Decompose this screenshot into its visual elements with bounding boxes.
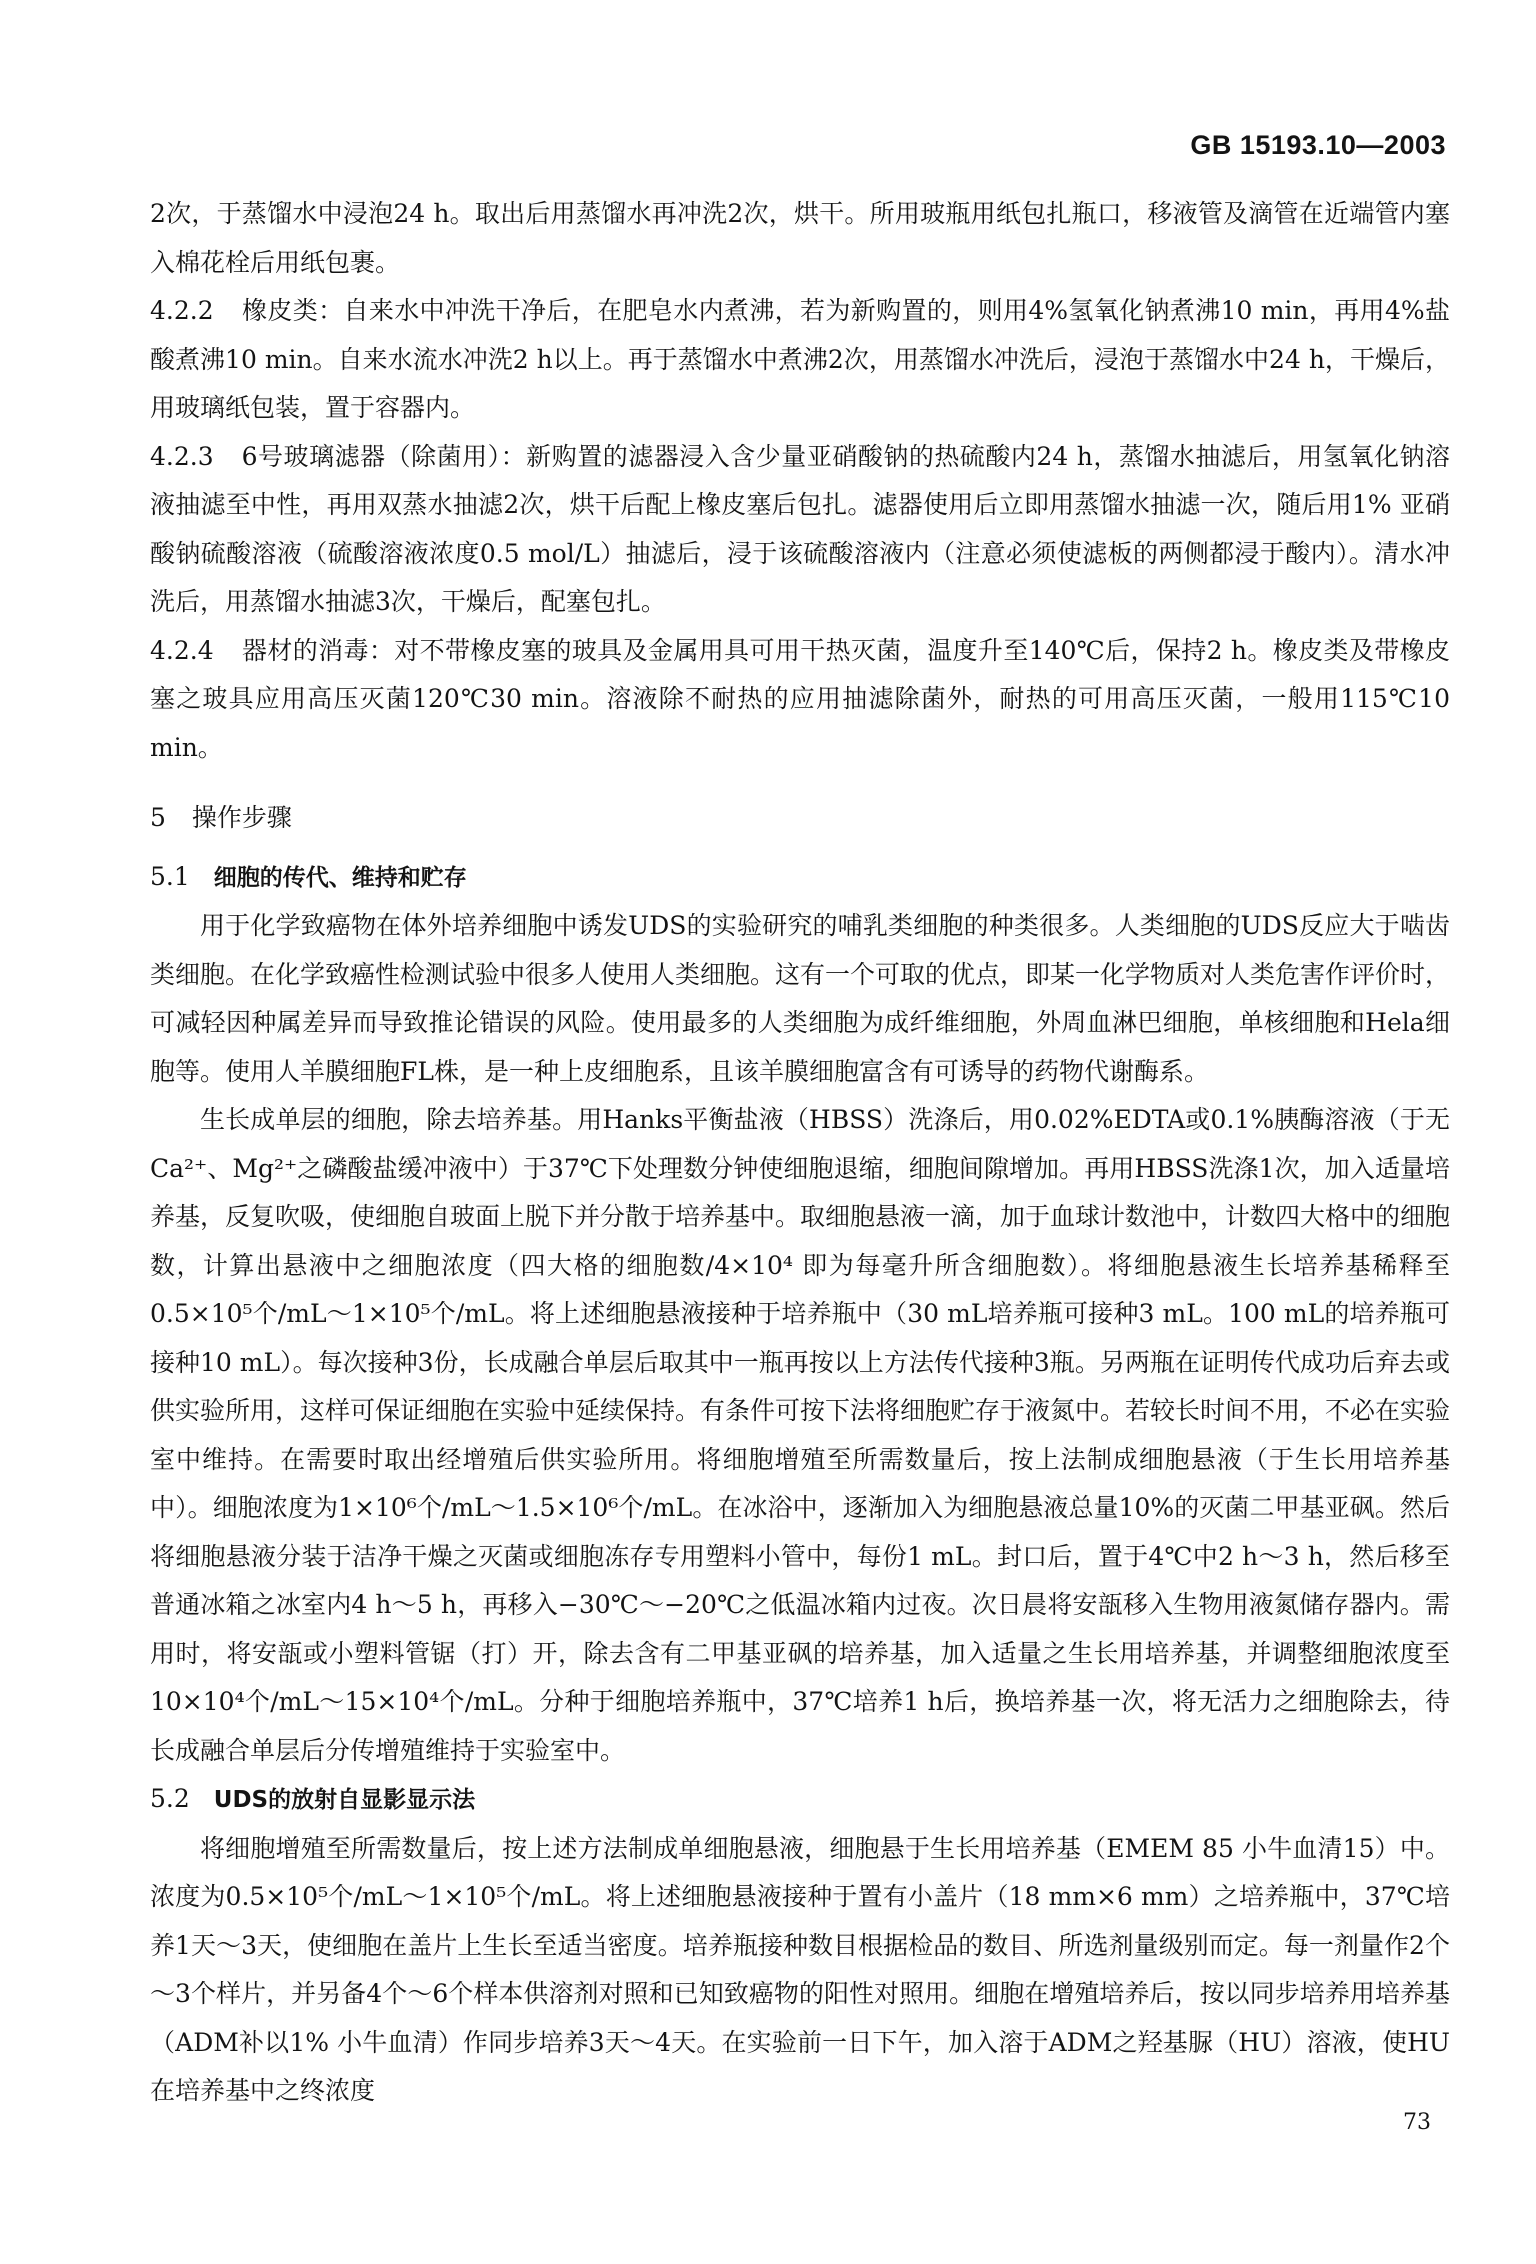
subsection-number: 5.2 bbox=[150, 1784, 190, 1813]
clause-4-2-4 bbox=[150, 627, 1450, 773]
subsection-title: UDS的放射自显影显示法 bbox=[213, 1787, 476, 1813]
section-heading bbox=[150, 794, 1450, 843]
paragraph: 将细胞增殖至所需数量后，按上述方法制成单细胞悬液，细胞悬于生长用培养基（EMEM 85 小牛血清15）中。浓度为0.5×10⁵个/mL～1×10⁵个/mL。将上述细胞悬液接种于置有小盖片（18 mm×6 mm）之培养瓶中，37℃培养1天～3天，使细胞在盖片上生长至适当密度。培养瓶接种数目根据检品的数目、所选剂量级别而定。每一剂量作2个～3个样片，并另备4个～6个样本供溶剂对照和已知致癌物的阳性对照用。细胞在增殖培养后，按以同步培养用培养基（ADM补以1% 小牛血清）作同步培养3天～4天。在实验前一日下午，加入溶于ADM之羟基脲（HU）溶液，使HU在培养基中之终浓度 bbox=[150, 1833, 1450, 2105]
paragraph: 用于化学致癌物在体外培养细胞中诱发UDS的实验研究的哺乳类细胞的种类很多。人类细胞的UDS反应大于啮齿类细胞。在化学致癌性检测试验中很多人使用人类细胞。这有一个可取的优点，即某一化学物质对人类危害作评价时，可减轻因种属差异而导致推论错误的风险。使用最多的人类细胞为成纤维细胞，外周血淋巴细胞，单核细胞和Hela细胞等。使用人羊膜细胞FL株，是一种上皮细胞系，且该羊膜细胞富含有可诱导的药物代谢酶系。 bbox=[150, 911, 1451, 1086]
clause-4-2-2 bbox=[150, 287, 1450, 433]
clause-text: 橡皮类：自来水中冲洗干净后，在肥皂水内煮沸，若为新购置的，则用4%氢氧化钠煮沸10 min，再用4%盐酸煮沸10 min。自来水流水冲洗2 h以上。再于蒸馏水中煮沸2次，用蒸馏水冲洗后，浸泡于蒸馏水中24 h，干燥后，用玻璃纸包装，置于容器内。 bbox=[150, 296, 1450, 422]
subsection-heading-5-1 bbox=[150, 853, 1450, 903]
body-text bbox=[150, 190, 1450, 2116]
subsection-title: 细胞的传代、维持和贮存 bbox=[213, 864, 467, 891]
subsection-number: 5.1 bbox=[150, 861, 190, 891]
clause-number: 4.2.4 bbox=[150, 635, 214, 665]
section-number: 5 bbox=[150, 803, 166, 832]
section-title: 操作步骤 bbox=[191, 803, 292, 832]
clause-number: 4.2.2 bbox=[150, 296, 214, 325]
page-number: 73 bbox=[1403, 2110, 1431, 2135]
paragraph: 2次，于蒸馏水中浸泡24 h。取出后用蒸馏水再冲洗2次，烘干。所用玻瓶用纸包扎瓶口，移液管及滴管在近端管内塞入棉花栓后用纸包裹。 bbox=[150, 199, 1450, 277]
clause-text: 6号玻璃滤器（除菌用）：新购置的滤器浸入含少量亚硝酸钠的热硫酸内24 h，蒸馏水抽滤后，用氢氧化钠溶液抽滤至中性，再用双蒸水抽滤2次，烘干后配上橡皮塞后包扎。滤器使用后立即用蒸馏水抽滤一次，随后用1% 亚硝酸钠硫酸溶液（硫酸溶液浓度0.5 mol/L）抽滤后，浸于该硫酸溶液内（注意必须使滤板的两侧都浸于酸内）。清水冲洗后，用蒸馏水抽滤3次，干燥后，配塞包扎。 bbox=[150, 441, 1450, 616]
clause-4-2-3 bbox=[150, 433, 1450, 627]
paragraph: 生长成单层的细胞，除去培养基。用Hanks平衡盐液（HBSS）洗涤后，用0.02%EDTA或0.1%胰酶溶液（于无Ca²⁺、Mg²⁺之磷酸盐缓冲液中）于37℃下处理数分钟使细胞退缩，细胞间隙增加。再用HBSS洗涤1次，加入适量培养基，反复吹吸，使细胞自玻面上脱下并分散于培养基中。取细胞悬液一滴，加于血球计数池中，计数四大格中的细胞数，计算出悬液中之细胞浓度（四大格的细胞数/4×10⁴ 即为每毫升所含细胞数）。将细胞悬液生长培养基稀释至0.5×10⁵个/mL～1×10⁵个/mL。将上述细胞悬液接种于培养瓶中（30 mL培养瓶可接种3 mL。100 mL的培养瓶可接种10 mL）。每次接种3份，长成融合单层后取其中一瓶再按以上方法传代接种3瓶。另两瓶在证明传代成功后弃去或供实验所用，这样可保证细胞在实验中延续保持。有条件可按下法将细胞贮存于液氮中。若较长时间不用，不必在实验室中维持。在需要时取出经增殖后供实验所用。将细胞增殖至所需数量后，按上法制成细胞悬液（于生长用培养基中）。细胞浓度为1×10⁶个/mL～1.5×10⁶个/mL。在冰浴中，逐渐加入为细胞悬液总量10%的灭菌二甲基亚砜。然后将细胞悬液分装于洁净干燥之灭菌或细胞冻存专用塑料小管中，每份1 mL。封口后，置于4℃中2 h～3 h，然后移至普通冰箱之冰室内4 h～5 h，再移入−30℃～−20℃之低温冰箱内过夜。次日晨将安瓿移入生物用液氮储存器内。需用时，将安瓿或小塑料管锯（打）开，除去含有二甲基亚砜的培养基，加入适量之生长用培养基，并调整细胞浓度至10×10⁴个/mL～15×10⁴个/mL。分种于细胞培养瓶中，37℃培养1 h后，换培养基一次，将无活力之细胞除去，待长成融合单层后分传增殖维持于实验室中。 bbox=[150, 1105, 1451, 1765]
standard-code: GB 15193.10—2003 bbox=[1190, 130, 1446, 160]
subsection-heading-5-2 bbox=[150, 1775, 1450, 1825]
clause-number: 4.2.3 bbox=[150, 441, 214, 471]
clause-text: 器材的消毒：对不带橡皮塞的玻具及金属用具可用干热灭菌，温度升至140℃后，保持2 h。橡皮类及带橡皮塞之玻具应用高压灭菌120℃30 min。溶液除不耐热的应用抽滤除菌外，耐热的可用高压灭菌，一般用115℃10 min。 bbox=[150, 635, 1450, 762]
